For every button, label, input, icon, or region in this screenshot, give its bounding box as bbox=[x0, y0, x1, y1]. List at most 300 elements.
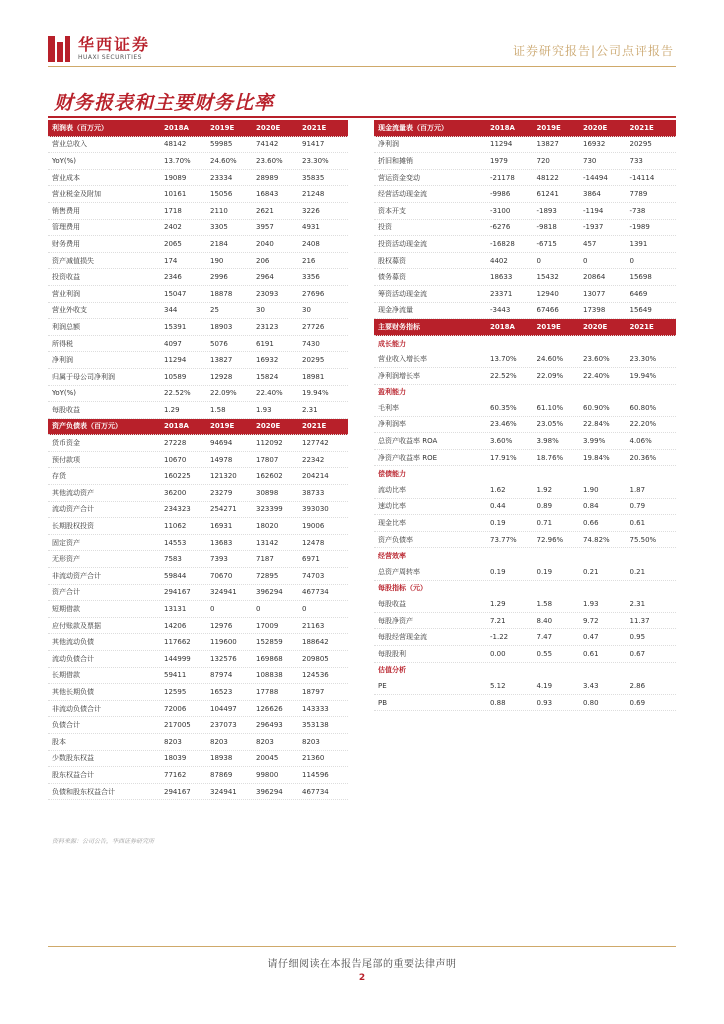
table-cell: 237073 bbox=[210, 721, 237, 730]
table-cell: 22.52% bbox=[490, 371, 517, 380]
column-header: 2019E bbox=[536, 322, 561, 331]
table-cell: 117662 bbox=[164, 638, 191, 647]
table-cell: 1.87 bbox=[629, 485, 646, 494]
table-cell: 2964 bbox=[256, 273, 274, 282]
table-cell: 16931 bbox=[210, 522, 233, 531]
table-cell: 11.37 bbox=[629, 616, 650, 625]
table-row bbox=[48, 751, 348, 768]
table-cell: 3305 bbox=[210, 223, 228, 232]
table-cell: 18903 bbox=[210, 322, 233, 331]
table-row bbox=[374, 515, 676, 532]
table-cell: 1.29 bbox=[490, 600, 506, 609]
table-cell: 1.29 bbox=[164, 405, 180, 414]
table-cell: 4.19 bbox=[536, 681, 553, 690]
table-cell: 74.82% bbox=[583, 535, 610, 544]
table-cell: 1.93 bbox=[583, 600, 599, 609]
table-cell: 73.77% bbox=[490, 535, 517, 544]
row-label: 偿债能力 bbox=[378, 470, 406, 479]
table-row bbox=[374, 417, 676, 434]
table-cell: 0 bbox=[536, 256, 541, 265]
table-cell: 15824 bbox=[256, 372, 279, 381]
table-row bbox=[48, 153, 348, 170]
table-cell: 5076 bbox=[210, 339, 228, 348]
row-label: 管理费用 bbox=[52, 223, 80, 232]
row-label: 投资 bbox=[378, 223, 392, 232]
table-cell: 18039 bbox=[164, 754, 187, 763]
row-label: 股权募资 bbox=[378, 256, 406, 265]
row-label: 每股净资产 bbox=[378, 616, 413, 625]
column-header: 2019E bbox=[536, 123, 561, 132]
table-cell: 457 bbox=[583, 239, 597, 248]
table-row bbox=[48, 684, 348, 701]
row-label: 其他长期负债 bbox=[52, 687, 94, 696]
table-cell: 8203 bbox=[164, 737, 182, 746]
table-cell: -9986 bbox=[490, 190, 511, 199]
table-row bbox=[48, 452, 348, 469]
table-cell: 13.70% bbox=[490, 355, 517, 364]
row-label: 每股指标（元） bbox=[378, 584, 427, 593]
table-cell: 15649 bbox=[629, 306, 652, 315]
row-label: 非流动负债合计 bbox=[52, 704, 101, 713]
column-header: 2018A bbox=[164, 422, 189, 431]
table-cell: 0.89 bbox=[536, 502, 553, 511]
table-cell: 1.90 bbox=[583, 485, 599, 494]
table-cell: 18878 bbox=[210, 289, 233, 298]
table-cell: 48122 bbox=[536, 173, 559, 182]
table-cell: 61.10% bbox=[536, 403, 564, 412]
table-cell: 22.52% bbox=[164, 389, 191, 398]
row-label: 股本 bbox=[52, 737, 66, 746]
table-cell: 60.90% bbox=[583, 403, 610, 412]
table-row bbox=[48, 784, 348, 801]
table-cell: -3100 bbox=[490, 206, 511, 215]
table-cell: 87974 bbox=[210, 671, 233, 680]
table-cell: 127742 bbox=[302, 439, 329, 448]
table-row bbox=[374, 269, 676, 286]
table-cell: 124536 bbox=[302, 671, 329, 680]
table-cell: 18.76% bbox=[536, 453, 564, 462]
row-label: 少数股东权益 bbox=[52, 754, 94, 763]
table-cell: 10161 bbox=[164, 190, 187, 199]
table-cell: 204214 bbox=[302, 472, 329, 481]
row-label: 流动负债合计 bbox=[52, 654, 94, 663]
table-row bbox=[374, 629, 676, 646]
table-cell: 25 bbox=[210, 306, 219, 315]
table-row bbox=[48, 668, 348, 685]
table-cell: 2408 bbox=[302, 239, 320, 248]
table-cell: 91417 bbox=[302, 140, 325, 149]
right-financial-table bbox=[374, 120, 676, 711]
row-label: 负债合计 bbox=[52, 721, 80, 730]
left-financial-table bbox=[48, 120, 348, 800]
table-cell: 13683 bbox=[210, 538, 233, 547]
column-header: 2021E bbox=[629, 123, 654, 132]
row-label: YoY(%) bbox=[52, 156, 77, 165]
row-label: 流动比率 bbox=[378, 485, 406, 494]
table-cell: 294167 bbox=[164, 787, 191, 796]
row-label: 成长能力 bbox=[378, 339, 406, 348]
table-cell: 19.84% bbox=[583, 453, 610, 462]
table-cell: 22.20% bbox=[629, 420, 657, 429]
table-cell: 3.99% bbox=[583, 437, 606, 446]
table-cell: 13077 bbox=[583, 289, 606, 298]
row-label: 资产负债表（百万元） bbox=[52, 422, 122, 431]
table-cell: 114596 bbox=[302, 770, 329, 779]
row-label: 存货 bbox=[52, 472, 66, 481]
table-row bbox=[48, 601, 348, 618]
row-label: 毛利率 bbox=[378, 403, 399, 412]
row-label: 营业成本 bbox=[52, 173, 80, 182]
table-row bbox=[48, 236, 348, 253]
table-cell: 5.12 bbox=[490, 681, 506, 690]
table-row bbox=[48, 269, 348, 286]
page-number: 2 bbox=[358, 973, 366, 983]
table-cell: 15047 bbox=[164, 289, 187, 298]
table-cell: 17398 bbox=[583, 306, 606, 315]
column-header: 2018A bbox=[164, 123, 189, 132]
row-label: 固定资产 bbox=[52, 538, 80, 547]
table-cell: 16932 bbox=[256, 356, 279, 365]
table-cell: 16523 bbox=[210, 687, 233, 696]
row-label: 无形资产 bbox=[52, 555, 80, 564]
column-header: 2018A bbox=[490, 322, 515, 331]
table-row bbox=[48, 286, 348, 303]
table-row bbox=[48, 203, 348, 220]
table-cell: -6276 bbox=[490, 223, 511, 232]
table-cell: 0.19 bbox=[490, 519, 506, 528]
table-row bbox=[374, 532, 676, 549]
table-row bbox=[48, 369, 348, 386]
table-row bbox=[374, 596, 676, 613]
table-row bbox=[48, 303, 348, 320]
table-cell: 0.19 bbox=[490, 567, 506, 576]
table-cell: 14206 bbox=[164, 621, 187, 630]
table-row bbox=[48, 485, 348, 502]
table-header-row bbox=[48, 419, 348, 436]
table-cell: 11294 bbox=[490, 140, 513, 149]
table-cell: 216 bbox=[302, 256, 316, 265]
row-label: 营业税金及附加 bbox=[52, 190, 101, 199]
table-section-row bbox=[374, 466, 676, 482]
row-label: 估值分析 bbox=[378, 666, 406, 675]
table-cell: 10589 bbox=[164, 372, 187, 381]
table-row bbox=[374, 678, 676, 695]
table-cell: 22.09% bbox=[210, 389, 237, 398]
table-cell: 22.84% bbox=[583, 420, 610, 429]
table-cell: 12478 bbox=[302, 538, 325, 547]
table-row bbox=[374, 646, 676, 663]
table-cell: 23.60% bbox=[256, 156, 283, 165]
logo-english-name: HUAXI SECURITIES bbox=[78, 54, 142, 61]
table-row bbox=[48, 651, 348, 668]
table-row bbox=[48, 535, 348, 552]
table-cell: 324941 bbox=[210, 787, 237, 796]
table-cell: 27726 bbox=[302, 322, 325, 331]
table-cell: 19006 bbox=[302, 522, 325, 531]
table-cell: 2.86 bbox=[629, 681, 646, 690]
table-cell: 59844 bbox=[164, 571, 187, 580]
table-cell: 12928 bbox=[210, 372, 233, 381]
row-label: 每股经营现金流 bbox=[378, 633, 427, 642]
table-cell: 0.71 bbox=[536, 519, 553, 528]
table-section-row bbox=[374, 336, 676, 352]
table-cell: 15056 bbox=[210, 190, 233, 199]
table-cell: 3.60% bbox=[490, 437, 513, 446]
table-cell: 0.79 bbox=[629, 502, 646, 511]
table-cell: 152859 bbox=[256, 638, 283, 647]
table-cell: 18797 bbox=[302, 687, 325, 696]
table-cell: -3443 bbox=[490, 306, 511, 315]
table-cell: 22.09% bbox=[536, 371, 564, 380]
table-cell: 15432 bbox=[536, 273, 559, 282]
row-label: 所得税 bbox=[52, 339, 73, 348]
table-cell: -1989 bbox=[629, 223, 650, 232]
table-cell: 2065 bbox=[164, 239, 182, 248]
row-label: 经营活动现金流 bbox=[378, 190, 427, 199]
row-label: 投资收益 bbox=[52, 273, 80, 282]
table-cell: 23093 bbox=[256, 289, 279, 298]
header-divider bbox=[48, 66, 676, 67]
table-cell: 8203 bbox=[210, 737, 228, 746]
table-cell: 20864 bbox=[583, 273, 606, 282]
table-row bbox=[48, 186, 348, 203]
table-cell: 22.40% bbox=[583, 371, 610, 380]
table-cell: 0.80 bbox=[583, 698, 599, 707]
table-cell: 1391 bbox=[629, 239, 648, 248]
table-cell: 15391 bbox=[164, 322, 187, 331]
table-cell: 1.93 bbox=[256, 405, 272, 414]
row-label: 应付账款及票据 bbox=[52, 621, 101, 630]
table-cell: 48142 bbox=[164, 140, 187, 149]
table-row bbox=[48, 634, 348, 651]
table-cell: 8203 bbox=[302, 737, 320, 746]
table-cell: 1.58 bbox=[210, 405, 226, 414]
table-cell: 27228 bbox=[164, 439, 187, 448]
table-cell: 7187 bbox=[256, 555, 274, 564]
table-cell: 7430 bbox=[302, 339, 320, 348]
table-cell: 0 bbox=[256, 605, 261, 614]
row-label: 总资产收益率 ROA bbox=[378, 437, 438, 446]
table-row bbox=[48, 352, 348, 369]
table-cell: 0.47 bbox=[583, 633, 599, 642]
column-header: 2021E bbox=[629, 322, 654, 331]
column-header: 2020E bbox=[583, 123, 608, 132]
table-cell: 254271 bbox=[210, 505, 237, 514]
table-section-row bbox=[374, 385, 676, 401]
table-cell: 0 bbox=[583, 256, 588, 265]
row-label: 股东权益合计 bbox=[52, 770, 94, 779]
table-cell: 0.55 bbox=[536, 649, 553, 658]
table-cell: 60.80% bbox=[629, 403, 657, 412]
row-label: 每股股利 bbox=[378, 649, 406, 658]
row-label: 盈利能力 bbox=[378, 388, 406, 397]
table-cell: 77162 bbox=[164, 770, 187, 779]
table-cell: 17009 bbox=[256, 621, 279, 630]
table-cell: 396294 bbox=[256, 787, 283, 796]
table-cell: 323399 bbox=[256, 505, 283, 514]
table-header-row bbox=[48, 120, 348, 137]
table-cell: 21163 bbox=[302, 621, 325, 630]
table-cell: 2.31 bbox=[302, 405, 318, 414]
table-cell: 17.91% bbox=[490, 453, 517, 462]
row-label: 净利润 bbox=[52, 356, 73, 365]
table-cell: 12595 bbox=[164, 687, 187, 696]
table-cell: 21360 bbox=[302, 754, 325, 763]
column-header: 2020E bbox=[256, 123, 281, 132]
table-cell: 733 bbox=[629, 156, 643, 165]
table-cell: 13827 bbox=[210, 356, 233, 365]
table-cell: -21178 bbox=[490, 173, 515, 182]
table-cell: -1.22 bbox=[490, 633, 509, 642]
table-cell: 0.21 bbox=[583, 567, 599, 576]
row-label: 速动比率 bbox=[378, 502, 406, 511]
column-header: 2021E bbox=[302, 422, 327, 431]
table-cell: 7789 bbox=[629, 190, 648, 199]
table-cell: 23.05% bbox=[536, 420, 564, 429]
table-cell: 2346 bbox=[164, 273, 182, 282]
row-label: 资本开支 bbox=[378, 206, 406, 215]
table-cell: 2402 bbox=[164, 223, 182, 232]
table-cell: 99800 bbox=[256, 770, 279, 779]
table-cell: 730 bbox=[583, 156, 597, 165]
table-cell: 20045 bbox=[256, 754, 279, 763]
table-cell: 72895 bbox=[256, 571, 279, 580]
table-cell: 3356 bbox=[302, 273, 320, 282]
table-cell: 74703 bbox=[302, 571, 325, 580]
row-label: 销售费用 bbox=[52, 206, 80, 215]
table-cell: 18981 bbox=[302, 372, 325, 381]
column-header: 2019E bbox=[210, 422, 235, 431]
table-cell: -1194 bbox=[583, 206, 604, 215]
table-cell: 190 bbox=[210, 256, 224, 265]
huaxi-logo-icon bbox=[48, 36, 70, 62]
table-section-row bbox=[374, 581, 676, 597]
table-cell: -1893 bbox=[536, 206, 557, 215]
table-cell: 1979 bbox=[490, 156, 508, 165]
column-header: 2021E bbox=[302, 123, 327, 132]
table-cell: 720 bbox=[536, 156, 550, 165]
table-cell: 0.19 bbox=[536, 567, 553, 576]
row-label: 流动资产合计 bbox=[52, 505, 94, 514]
table-cell: 13142 bbox=[256, 538, 279, 547]
table-cell: 74142 bbox=[256, 140, 279, 149]
table-cell: 188642 bbox=[302, 638, 329, 647]
table-row bbox=[374, 564, 676, 581]
row-label: 净利润 bbox=[378, 140, 399, 149]
table-cell: 16932 bbox=[583, 140, 606, 149]
table-row bbox=[374, 137, 676, 154]
table-cell: 174 bbox=[164, 256, 178, 265]
table-cell: 467734 bbox=[302, 588, 329, 597]
table-cell: 2110 bbox=[210, 206, 228, 215]
table-cell: 9.72 bbox=[583, 616, 599, 625]
table-cell: 21248 bbox=[302, 190, 325, 199]
table-row bbox=[48, 568, 348, 585]
table-cell: 17788 bbox=[256, 687, 279, 696]
row-label: 营业收入增长率 bbox=[378, 355, 427, 364]
table-cell: 0 bbox=[302, 605, 307, 614]
table-cell: 4097 bbox=[164, 339, 182, 348]
table-cell: 108838 bbox=[256, 671, 283, 680]
table-cell: 11062 bbox=[164, 522, 187, 531]
row-label: 归属于母公司净利润 bbox=[52, 372, 115, 381]
table-cell: 0 bbox=[210, 605, 215, 614]
table-row bbox=[374, 303, 676, 320]
source-note: 资料来源：公司公告，华西证券研究所 bbox=[52, 838, 155, 845]
table-cell: 4931 bbox=[302, 223, 320, 232]
table-cell: -16828 bbox=[490, 239, 515, 248]
table-cell: 0.93 bbox=[536, 698, 553, 707]
table-cell: -14114 bbox=[629, 173, 655, 182]
table-cell: 30898 bbox=[256, 488, 279, 497]
table-cell: 20.36% bbox=[629, 453, 657, 462]
table-row bbox=[48, 336, 348, 353]
table-cell: 30 bbox=[302, 306, 311, 315]
table-cell: 1718 bbox=[164, 206, 182, 215]
logo-chinese-name: 华西证券 bbox=[78, 35, 151, 54]
table-cell: 126626 bbox=[256, 704, 283, 713]
table-cell: 10670 bbox=[164, 455, 187, 464]
row-label: 资产减值损失 bbox=[52, 256, 94, 265]
legal-disclaimer: 请仔细阅读在本报告尾部的重要法律声明 bbox=[267, 959, 457, 970]
table-cell: 7.21 bbox=[490, 616, 506, 625]
title-divider bbox=[48, 116, 676, 118]
table-row bbox=[374, 220, 676, 237]
table-cell: 217005 bbox=[164, 721, 191, 730]
table-cell: 209805 bbox=[302, 654, 329, 663]
row-label: 资产合计 bbox=[52, 588, 80, 597]
table-cell: 144999 bbox=[164, 654, 191, 663]
table-cell: 2621 bbox=[256, 206, 274, 215]
table-cell: 23.30% bbox=[629, 355, 657, 364]
table-cell: 13131 bbox=[164, 605, 187, 614]
table-cell: 3957 bbox=[256, 223, 274, 232]
table-cell: 132576 bbox=[210, 654, 237, 663]
table-row bbox=[374, 236, 676, 253]
table-row bbox=[374, 499, 676, 516]
table-cell: 13827 bbox=[536, 140, 559, 149]
table-cell: 22342 bbox=[302, 455, 325, 464]
table-cell: 20295 bbox=[629, 140, 652, 149]
table-cell: 27696 bbox=[302, 289, 325, 298]
row-label: 营业总收入 bbox=[52, 140, 87, 149]
table-cell: 35835 bbox=[302, 173, 325, 182]
table-cell: 23371 bbox=[490, 289, 513, 298]
table-cell: 296493 bbox=[256, 721, 283, 730]
table-cell: 8203 bbox=[256, 737, 274, 746]
table-cell: 19089 bbox=[164, 173, 187, 182]
table-cell: 60.35% bbox=[490, 403, 517, 412]
table-cell: 2184 bbox=[210, 239, 228, 248]
row-label: 负债和股东权益合计 bbox=[52, 787, 115, 796]
table-cell: 0.44 bbox=[490, 502, 506, 511]
row-label: 投资活动现金流 bbox=[378, 239, 427, 248]
table-cell: 324941 bbox=[210, 588, 237, 597]
table-cell: 36200 bbox=[164, 488, 187, 497]
table-cell: 23.60% bbox=[583, 355, 610, 364]
table-cell: 0 bbox=[629, 256, 634, 265]
table-row bbox=[48, 502, 348, 519]
row-label: 主要财务指标 bbox=[378, 322, 420, 331]
table-cell: 18633 bbox=[490, 273, 513, 282]
table-row bbox=[48, 170, 348, 187]
row-label: 折旧和摊销 bbox=[378, 156, 413, 165]
table-cell: 1.62 bbox=[490, 485, 506, 494]
column-header: 2020E bbox=[583, 322, 608, 331]
row-label: 财务费用 bbox=[52, 239, 80, 248]
table-row bbox=[48, 618, 348, 635]
table-cell: 38733 bbox=[302, 488, 325, 497]
